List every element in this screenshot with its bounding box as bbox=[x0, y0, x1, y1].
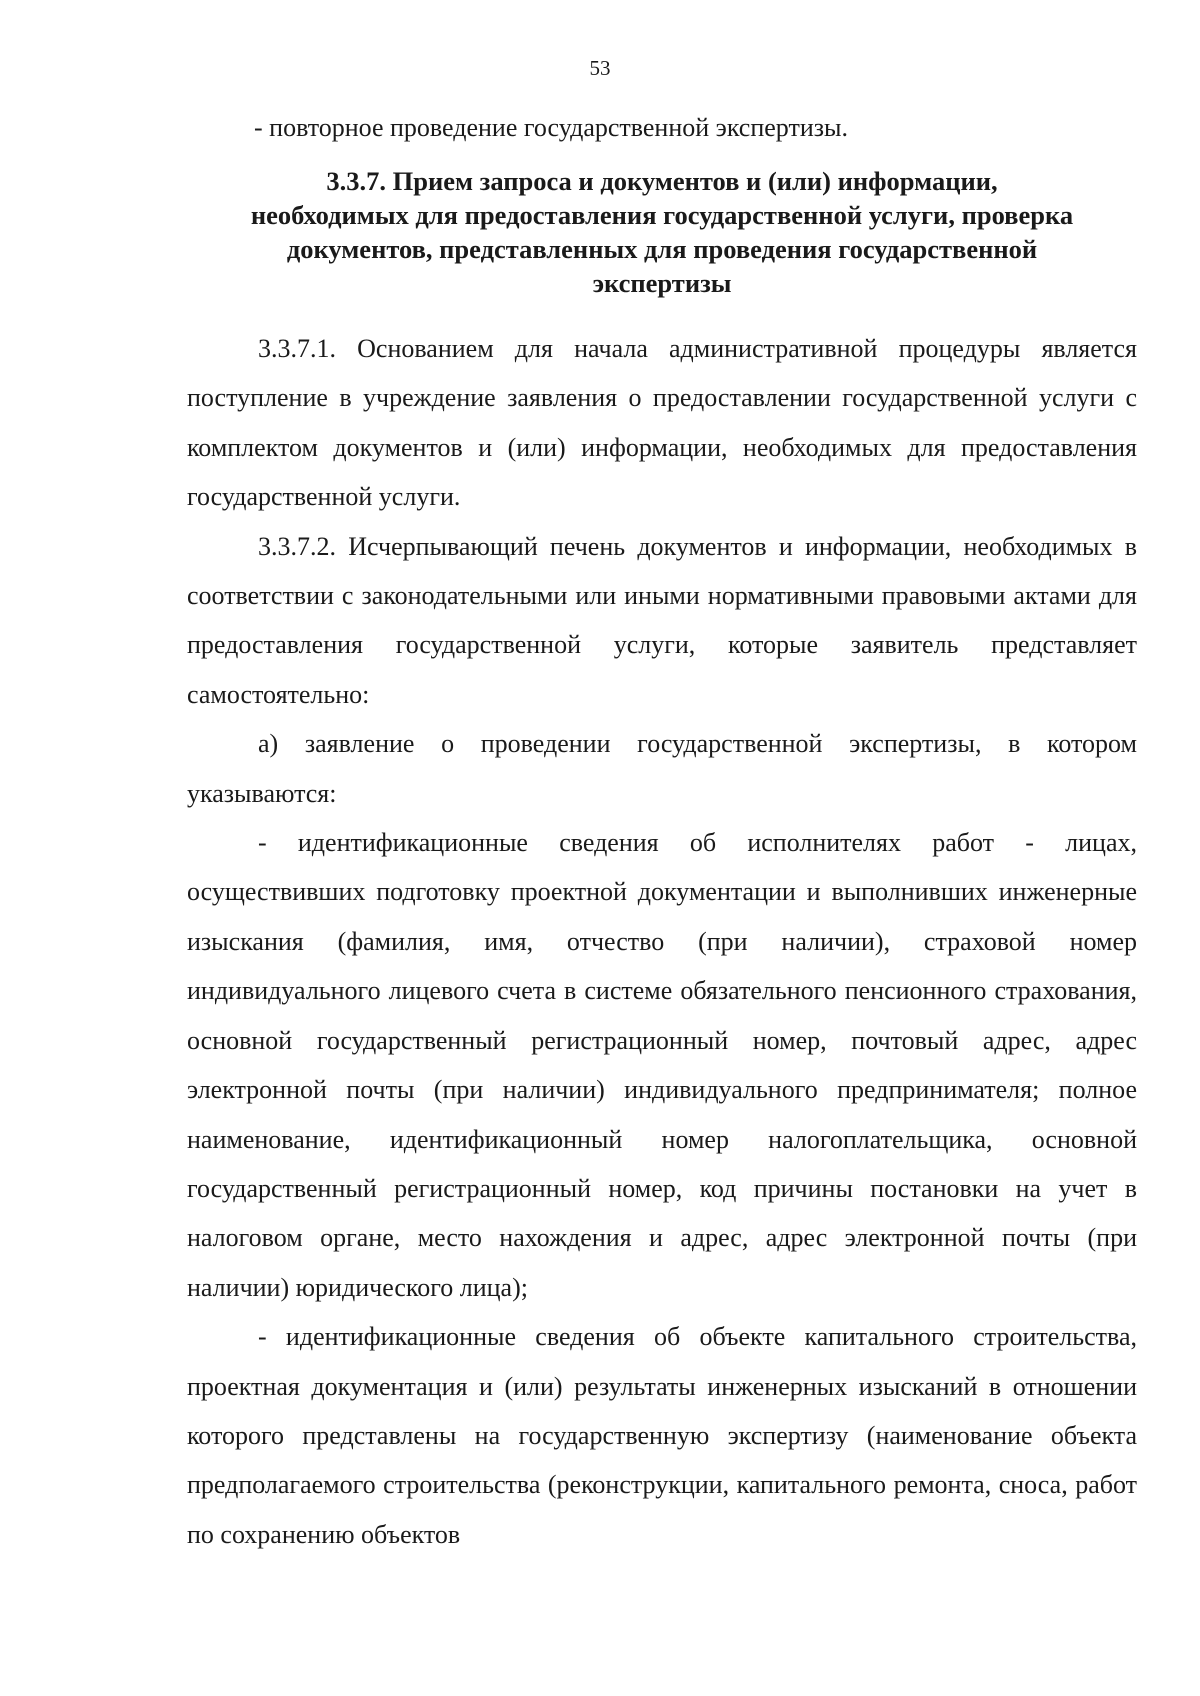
paragraph-item-a: а) заявление о проведении государственной экспертизы, в котором указываются: bbox=[187, 729, 1137, 808]
heading-line-2: необходимых для предоставления государственной услуги, проверка bbox=[250, 200, 1074, 230]
heading-line-4: экспертизы bbox=[592, 268, 732, 298]
page-content bbox=[187, 108, 1137, 1559]
paragraph-executors-info: - идентификационные сведения об исполнителях работ - лицах, осуществивших подготовку проектной документации и выполнивших инженерные изыскания (фамилия, имя, отчество (при наличии), страховой номер индивидуального лицевого счета в системе обязательного пенсионного страхования, основной государственный регистрационный номер, почтовый адрес, адрес электронной почты (при наличии) индивидуального предпринимателя; полное наименование, идентификационный номер налогоплательщика, основной государственный регистрационный номер, код причины постановки на учет в налоговом органе, место нахождения и адрес, адрес электронной почты (при наличии) юридического лица); bbox=[187, 828, 1137, 1302]
section-heading bbox=[187, 164, 1137, 300]
page-number: 53 bbox=[589, 56, 611, 80]
paragraph-3-3-7-1: 3.3.7.1. Основанием для начала административной процедуры является поступление в учреждение заявления о предоставлении государственной услуги с комплектом документов и (или) информации, необходимых для предоставления государственной услуги. bbox=[187, 334, 1137, 512]
heading-line-1: 3.3.7. Прием запроса и документов и (или) информации, bbox=[326, 166, 998, 196]
intro-line: - повторное проведение государственной экспертизы. bbox=[254, 113, 848, 142]
paragraph-object-info: - идентификационные сведения об объекте капитального строительства, проектная документация и (или) результаты инженерных изысканий в отношении которого представлены на государственную экспертизу (наименование объекта предполагаемого строительства (реконструкции, капитального ремонта, сноса, работ по сохранению объектов bbox=[187, 1322, 1137, 1549]
heading-line-3: документов, представленных для проведения государственной bbox=[286, 234, 1038, 264]
paragraph-3-3-7-2: 3.3.7.2. Исчерпывающий печень документов и информации, необходимых в соответствии с законодательными или иными нормативными правовыми актами для предоставления государственной услуги, которые заявитель представляет самостоятельно: bbox=[187, 531, 1137, 709]
